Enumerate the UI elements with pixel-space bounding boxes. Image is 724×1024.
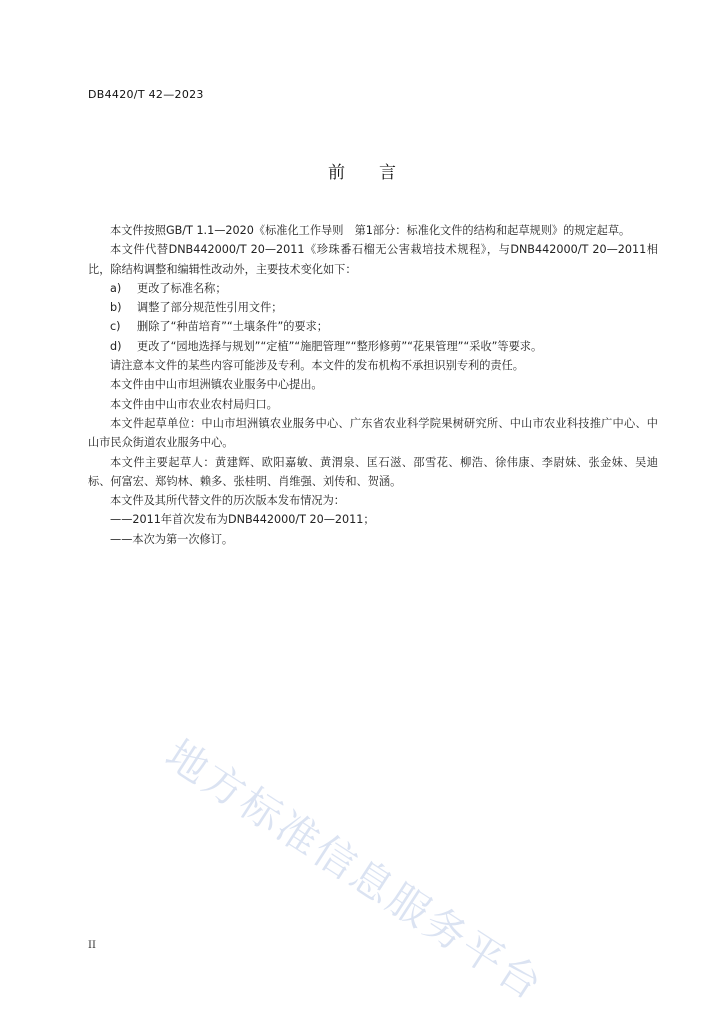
list-item: [88, 279, 658, 298]
paragraph-drafting-rules: 本文件按照GB/T 1.1—2020《标准化工作导则 第1部分：标准化文件的结构和起草规则》的规定起草。: [110, 224, 631, 237]
paragraph-administrator: 本文件由中山市农业农村局归口。: [110, 397, 278, 411]
list-item: [88, 317, 658, 336]
page-title: 前言: [328, 163, 430, 183]
paragraph-drafters: 本文件主要起草人：黄建辉、欧阳嘉敏、黄渭泉、匡石滋、邵雪花、柳浩、徐伟康、李尉妹、张金妹、吴迪标、何富宏、郑钧林、赖多、张桂明、肖维强、刘传和、贺涵。: [88, 455, 658, 488]
list-item-text: 更改了标准名称；: [137, 281, 227, 295]
paragraph-replacement: 本文件代替DNB442000/T 20—2011《珍珠番石榴无公害栽培技术规程》，与DNB442000/T 20—2011相比，除结构调整和编辑性改动外，主要技术变化如下：: [88, 243, 658, 276]
page-number: II: [88, 940, 96, 951]
paragraph-revision: ——本次为第一次修订。: [110, 532, 234, 546]
paragraph-patent-notice: 请注意本文件的某些内容可能涉及专利。本文件的发布机构不承担识别专利的责任。: [110, 359, 524, 373]
list-item: [88, 298, 658, 317]
list-item-text: 调整了部分规范性引用文件；: [137, 301, 283, 315]
paragraph-version-history: 本文件及其所代替文件的历次版本发布情况为：: [110, 494, 345, 508]
paragraph-drafting-units: 本文件起草单位：中山市坦洲镇农业服务中心、广东省农业科学院果树研究所、中山市农业科技推广中心、中山市民众街道农业服务中心。: [88, 416, 658, 450]
watermark: 地方标准信息服务平台: [157, 730, 553, 1011]
list-item-label: d): [110, 339, 122, 353]
list-item-label: c): [110, 320, 121, 334]
list-item-text: 删除了“种苗培育”“土壤条件”的要求；: [137, 320, 328, 334]
paragraph-proposer: 本文件由中山市坦洲镇农业服务中心提出。: [110, 378, 323, 392]
list-item: [88, 337, 658, 356]
list-item-label: a): [110, 281, 122, 295]
list-item-label: b): [110, 301, 122, 315]
foreword-body: [88, 221, 658, 549]
paragraph-first-release: ——2011年首次发布为DNB442000/T 20—2011；: [110, 513, 375, 527]
document-code: DB4420/T 42—2023: [88, 88, 204, 101]
list-item-text: 更改了“园地选择与规划”“定植”“施肥管理”“整形修剪”“花果管理”“采收”等要求。: [137, 339, 543, 353]
